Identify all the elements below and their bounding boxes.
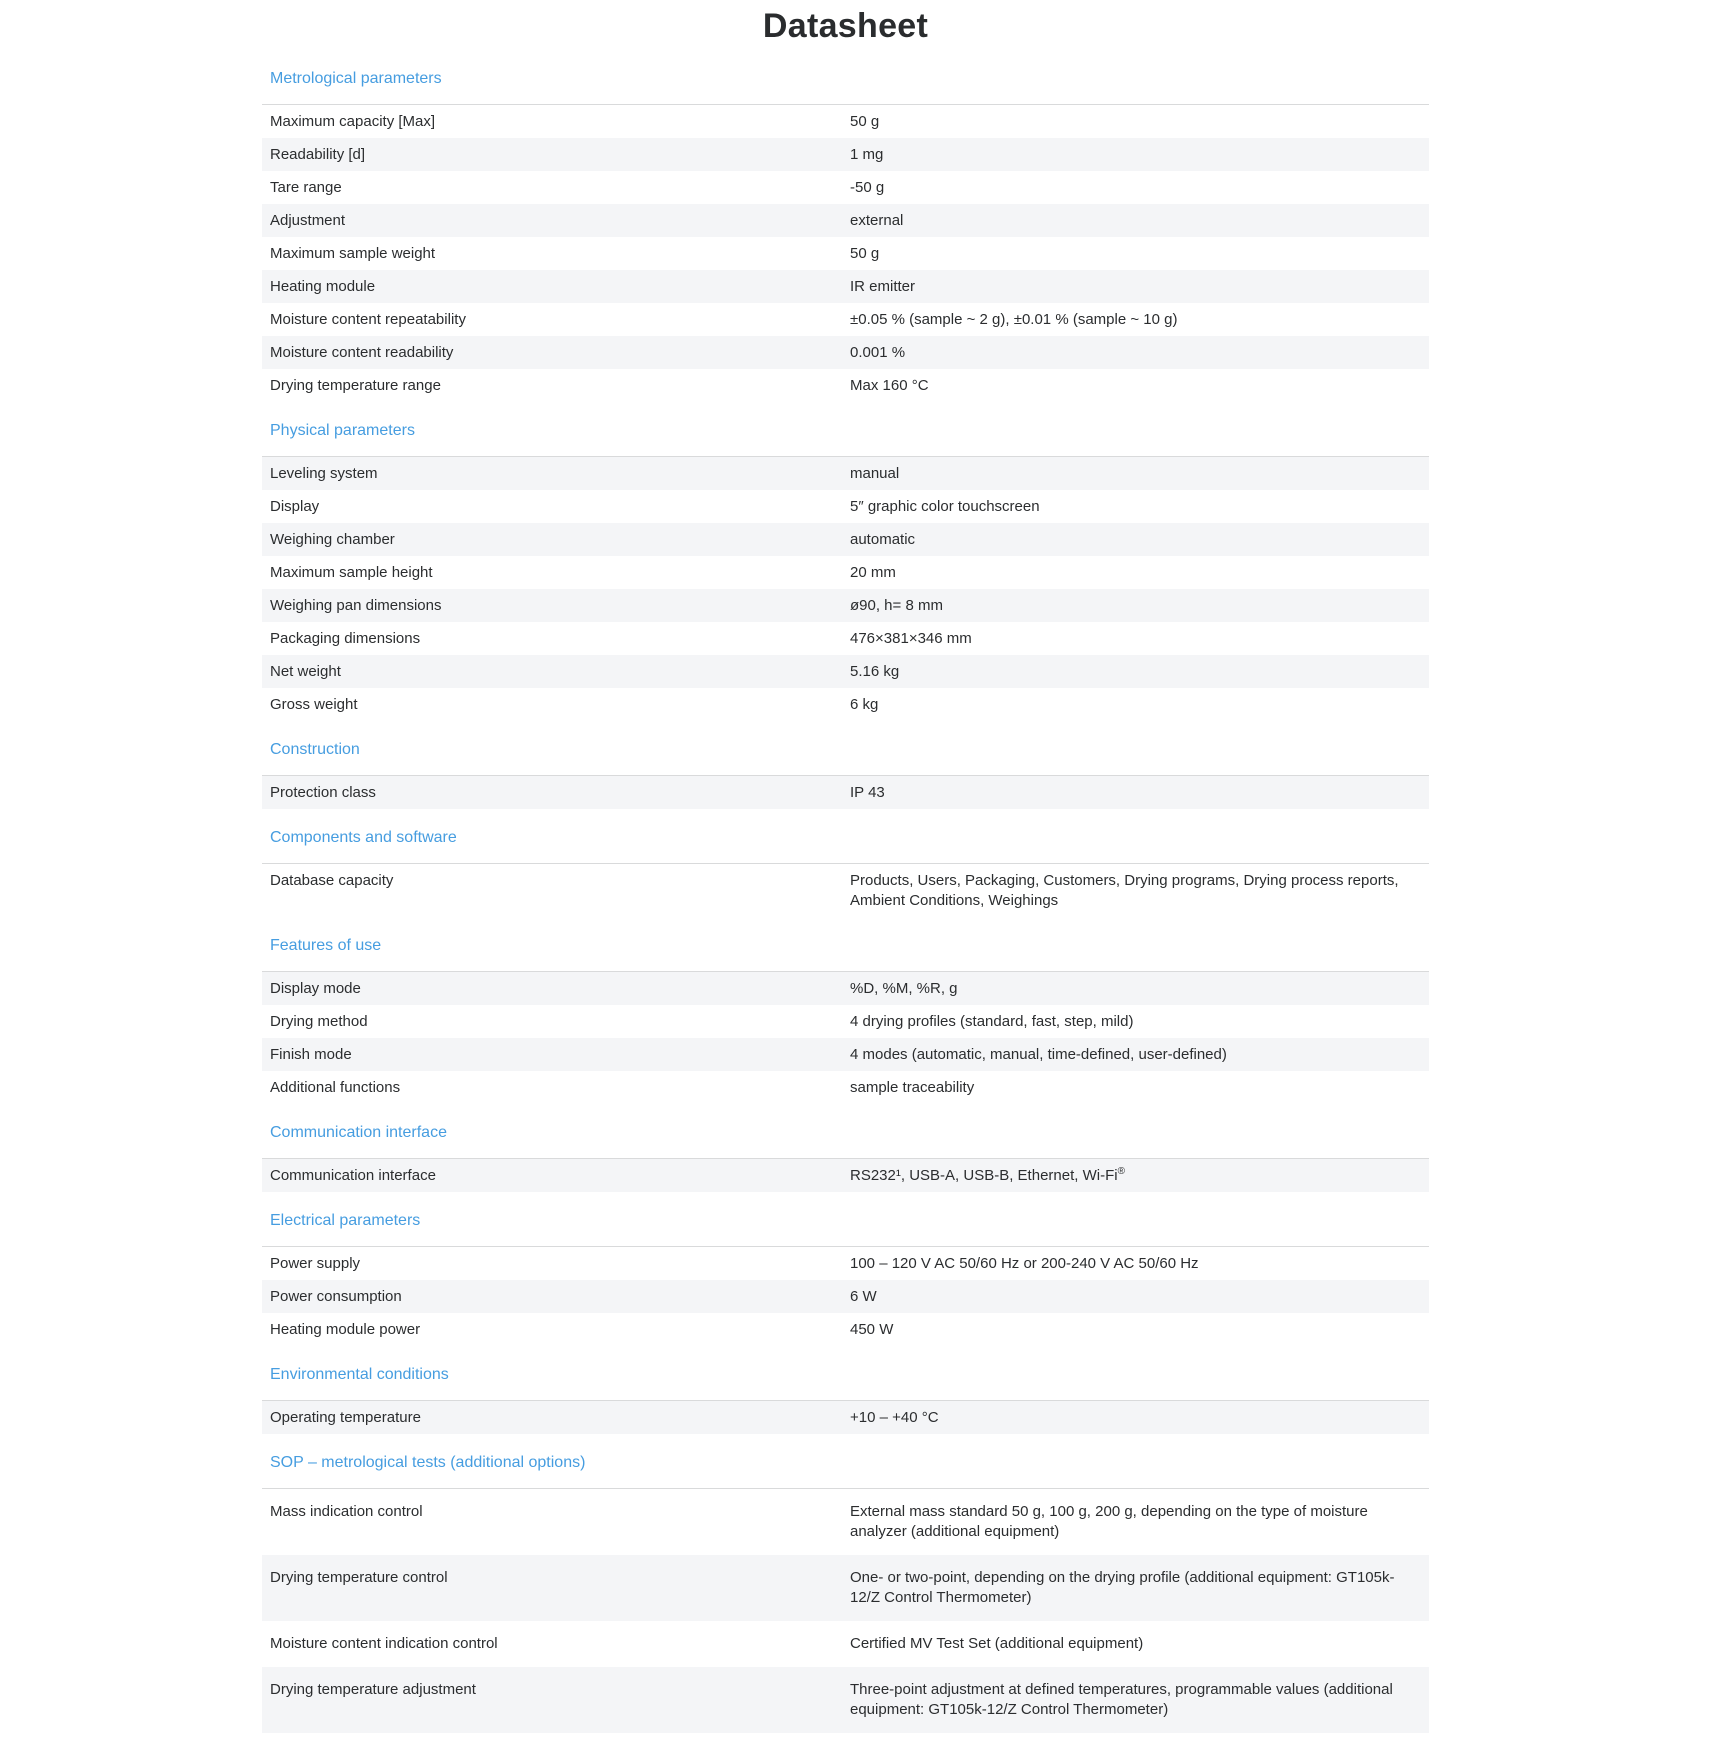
spec-row: [262, 655, 1429, 688]
spec-value: One- or two-point, depending on the drying profile (additional equipment: GT105k-12/Z Control Thermometer): [850, 1569, 1395, 1606]
section-title: Electrical parameters: [270, 1212, 421, 1229]
spec-value: 1 mg: [850, 145, 884, 163]
spec-row: [262, 1489, 1429, 1555]
spec-label: Heating module: [270, 277, 376, 295]
spec-label: Database capacity: [270, 871, 394, 889]
spec-label: Heating module power: [270, 1320, 421, 1338]
spec-value: Products, Users, Packaging, Customers, Drying programs, Drying process reports, Ambient Conditions, Weighings: [850, 871, 1399, 909]
spec-label: Readability [d]: [270, 145, 366, 163]
spec-table: [262, 456, 1429, 721]
spec-value: manual: [850, 464, 900, 482]
spec-label: Leveling system: [270, 464, 378, 482]
spec-label: Operating temperature: [270, 1408, 421, 1426]
spec-row: [262, 1071, 1429, 1104]
spec-label: Finish mode: [270, 1045, 352, 1063]
spec-label: Power consumption: [270, 1287, 402, 1305]
spec-row: [262, 972, 1429, 1005]
section-title: Physical parameters: [270, 422, 415, 439]
spec-row: [262, 556, 1429, 589]
spec-value: 6 kg: [850, 695, 879, 713]
spec-section: [262, 420, 1429, 721]
spec-label: Drying method: [270, 1012, 368, 1030]
spec-section: [262, 1364, 1429, 1434]
spec-label: Tare range: [270, 178, 342, 196]
spec-value: +10 – +40 °C: [850, 1408, 939, 1426]
spec-section: [262, 1122, 1429, 1192]
spec-row: [262, 105, 1429, 138]
spec-table: [262, 863, 1429, 917]
spec-value: 4 drying profiles (standard, fast, step, mild): [850, 1012, 1134, 1030]
spec-label: Maximum sample height: [270, 563, 433, 581]
spec-value: 4 modes (automatic, manual, time-defined, user-defined): [850, 1045, 1227, 1063]
spec-value: 476×381×346 mm: [850, 629, 972, 647]
spec-value: %D, %M, %R, g: [850, 979, 958, 997]
spec-label: Display: [270, 497, 320, 515]
page-title: Datasheet: [762, 7, 929, 45]
spec-value: IP 43: [850, 783, 885, 801]
spec-row: [262, 490, 1429, 523]
spec-row: [262, 622, 1429, 655]
spec-label: Protection class: [270, 783, 376, 801]
spec-value: 5″ graphic color touchscreen: [850, 497, 1040, 515]
spec-label: Gross weight: [270, 695, 358, 713]
spec-row: [262, 204, 1429, 237]
spec-table: [262, 1246, 1429, 1346]
spec-label: Moisture content repeatability: [270, 310, 466, 328]
spec-row: [262, 138, 1429, 171]
spec-table: [262, 1158, 1429, 1192]
spec-label: Packaging dimensions: [270, 629, 421, 647]
spec-row: [262, 1401, 1429, 1434]
spec-table: [262, 775, 1429, 809]
spec-label: Adjustment: [270, 211, 346, 229]
spec-value: 0.001 %: [850, 343, 906, 361]
spec-value: 450 W: [850, 1320, 894, 1338]
spec-row: [262, 1247, 1429, 1280]
spec-row: [262, 457, 1429, 490]
spec-row: [262, 1621, 1429, 1667]
datasheet-page: [262, 0, 1429, 1733]
spec-row: [262, 270, 1429, 303]
spec-row: [262, 1038, 1429, 1071]
section-title: Environmental conditions: [270, 1366, 449, 1383]
spec-value: RS232¹, USB-A, USB-B, Ethernet, Wi-Fi®: [850, 1165, 1125, 1184]
spec-label: Drying temperature adjustment: [270, 1681, 476, 1698]
spec-value: External mass standard 50 g, 100 g, 200 g, depending on the type of moisture analyzer (additional equipment): [850, 1503, 1368, 1540]
spec-value: 20 mm: [850, 563, 896, 581]
spec-value: automatic: [850, 530, 916, 548]
spec-value: Three-point adjustment at defined temperatures, programmable values (additional equipment: GT105k-12/Z Control Thermometer): [850, 1681, 1393, 1718]
spec-row: [262, 776, 1429, 809]
spec-label: Power supply: [270, 1254, 361, 1272]
spec-value: sample traceability: [850, 1078, 975, 1096]
spec-table: [262, 971, 1429, 1104]
spec-label: Net weight: [270, 662, 341, 680]
spec-value: 6 W: [850, 1287, 877, 1305]
spec-label: Additional functions: [270, 1078, 401, 1096]
spec-value: ø90, h= 8 mm: [850, 596, 943, 614]
spec-row: [262, 1005, 1429, 1038]
spec-value: ±0.05 % (sample ~ 2 g), ±0.01 % (sample ~ 10 g): [850, 310, 1178, 328]
spec-row: [262, 303, 1429, 336]
spec-label: Display mode: [270, 979, 361, 997]
spec-label: Drying temperature control: [270, 1569, 448, 1586]
section-title: Metrological parameters: [270, 70, 442, 87]
spec-label: Maximum capacity [Max]: [270, 112, 436, 130]
section-title: Features of use: [270, 937, 382, 954]
spec-row: [262, 369, 1429, 402]
section-title: Components and software: [270, 829, 457, 846]
spec-section: [262, 1452, 1429, 1733]
spec-section: [262, 827, 1429, 917]
spec-section: [262, 1210, 1429, 1346]
spec-label: Communication interface: [270, 1166, 436, 1184]
spec-label: Weighing chamber: [270, 530, 395, 548]
spec-value: IR emitter: [850, 277, 916, 295]
spec-row: [262, 1313, 1429, 1346]
spec-sections: [262, 68, 1429, 1733]
spec-value: external: [850, 211, 904, 229]
spec-value: -50 g: [850, 178, 885, 196]
spec-value: 5.16 kg: [850, 662, 900, 680]
spec-label: Maximum sample weight: [270, 244, 436, 262]
spec-row: [262, 336, 1429, 369]
spec-value: 50 g: [850, 244, 880, 262]
spec-section: [262, 739, 1429, 809]
spec-section: [262, 935, 1429, 1104]
spec-label: Weighing pan dimensions: [270, 596, 442, 614]
spec-row: [262, 864, 1429, 917]
spec-row: [262, 523, 1429, 556]
spec-label: Moisture content readability: [270, 343, 454, 361]
spec-table: [262, 1488, 1429, 1733]
spec-row: [262, 171, 1429, 204]
spec-table: [262, 104, 1429, 402]
spec-value: 100 – 120 V AC 50/60 Hz or 200-240 V AC 50/60 Hz: [850, 1254, 1199, 1272]
spec-label: Mass indication control: [270, 1503, 423, 1520]
spec-table: [262, 1400, 1429, 1434]
spec-row: [262, 1159, 1429, 1192]
spec-row: [262, 688, 1429, 721]
spec-value: Max 160 °C: [850, 376, 929, 394]
spec-row: [262, 237, 1429, 270]
spec-row: [262, 1667, 1429, 1733]
section-title: Construction: [270, 741, 360, 758]
spec-value: Certified MV Test Set (additional equipment): [850, 1635, 1144, 1652]
spec-value: 50 g: [850, 112, 880, 130]
section-title: SOP – metrological tests (additional options): [270, 1454, 586, 1471]
spec-label: Moisture content indication control: [270, 1635, 498, 1652]
spec-row: [262, 1280, 1429, 1313]
section-title: Communication interface: [270, 1124, 447, 1141]
spec-row: [262, 589, 1429, 622]
spec-row: [262, 1555, 1429, 1621]
spec-section: [262, 68, 1429, 402]
spec-label: Drying temperature range: [270, 376, 441, 394]
